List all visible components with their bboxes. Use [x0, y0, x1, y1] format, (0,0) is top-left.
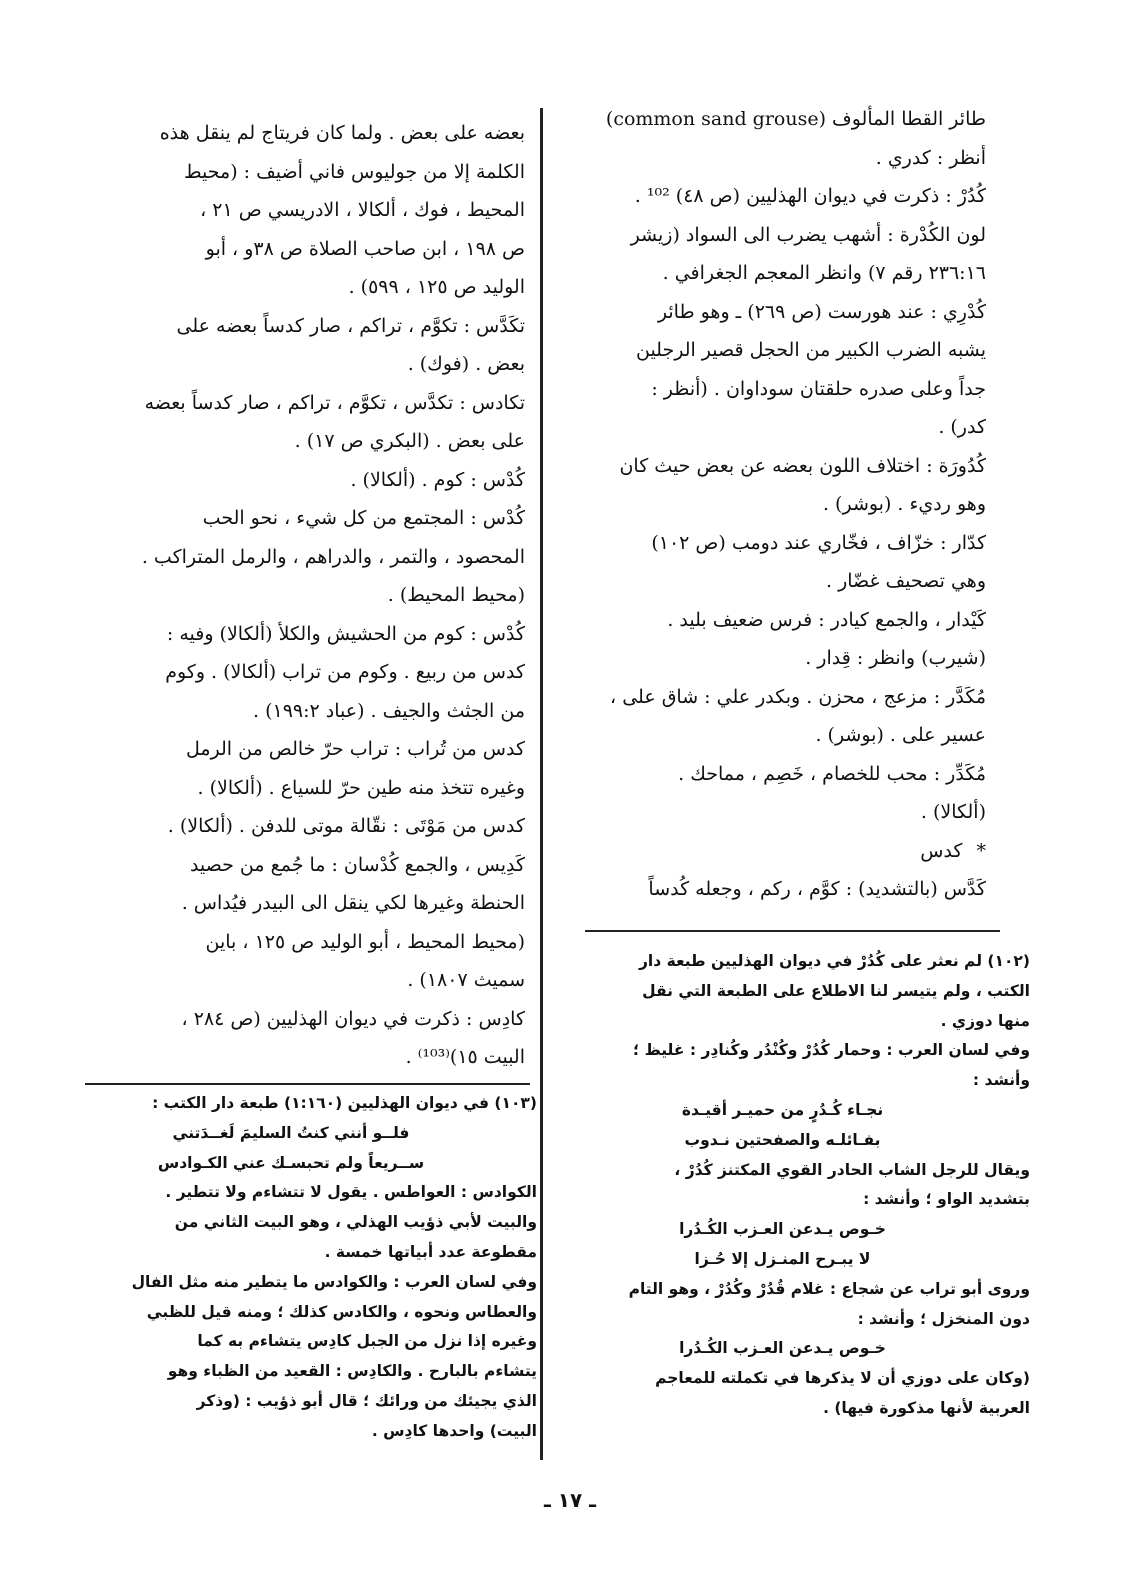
text-line: ص ١٩٨ ، ابن صاحب الصلاة ص ٣٨و ، أبو — [205, 237, 525, 260]
footnote-line: الكوادس : العواطس . يقول لا تتشاءم ولا تتطير . — [165, 1183, 537, 1202]
text-line: المحصود ، والتمر ، والدراهم ، والرمل المتراكب . — [141, 545, 525, 568]
text-line: جداً وعلى صدره حلقتان سوداوان . (أنظر : — [651, 377, 986, 400]
text-line: تكادس : تكدَّس ، تكوَّم ، تراكم ، صار كدساً بعضه — [144, 391, 525, 414]
footnote-line: والبيت لأبي ذؤيب الهذلي ، وهو البيت الثاني من — [174, 1213, 537, 1232]
text-line: كدر) . — [938, 416, 986, 438]
text-line: الوليد ص ١٢٥ ، ٥٩٩) . — [348, 276, 525, 298]
footnote-line: بتشديد الواو ؛ وأنشد : — [863, 1190, 1030, 1209]
footnote-line: والعطاس ونحوه ، والكادس كذلك ؛ ومنه قيل للظبي — [146, 1302, 537, 1321]
text-line: كادِس : ذكرت في ديوان الهذليين (ص ٢٨٤ ، — [181, 1007, 525, 1030]
text-line: عسير على . (بوشر) . — [815, 724, 986, 746]
text-line: الحنطة وغيرها لكي ينقل الى البيدر فيُداس . — [181, 892, 525, 914]
right-text-column — [578, 100, 986, 909]
footnote-line: منها دوزي . — [940, 1011, 1030, 1030]
footnote-line: وفي لسان العرب : وحمار كُدُرْ وكُنْدُر وكُنادِر : غليظ ؛ — [633, 1041, 1030, 1060]
text-line: (شيرب) وانظر : قِدار . — [805, 647, 986, 669]
footnote-rule-right — [585, 930, 1000, 932]
footnote-line: الكتب ، ولم يتيسر لنا الاطلاع على الطبعة التي نقل — [642, 981, 1030, 1000]
text-line: كدس من ربيع . وكوم من تراب (ألكالا) . وكوم — [165, 661, 525, 683]
text-line: كُدْرِي : عند هورست (ص ٢٦٩) ـ وهو طائر — [657, 300, 986, 323]
text-line: بعضه على بعض . ولما كان فريتاج لم ينقل هذه — [159, 122, 525, 144]
verse-line: بفـائلـه والصفحتين نـدوب — [684, 1130, 881, 1149]
footnote-line: (١٠٣) في ديوان الهذليين (١:١٦٠) طبعة دار الكتب : — [152, 1094, 537, 1112]
text-line: سميث ١٨٠٧) . — [407, 969, 525, 991]
text-line: البيت ١٥)⁽¹⁰³⁾ . — [405, 1046, 525, 1068]
text-line: كُدْس : المجتمع من كل شيء ، نحو الحب — [202, 507, 525, 529]
footnote-line: ويقال للرجل الشاب الحادر القوي المكتنز كُدُرْ ، — [674, 1160, 1030, 1179]
text-line: كُدْس : كوم . (ألكالا) . — [350, 468, 525, 491]
footnote-line: وفي لسان العرب : والكوادس ما يتطير منه مثل الفال — [131, 1272, 537, 1291]
footnote-line: وروى أبو تراب عن شجاع : غلام قُدُرْ وكُدُرْ ، وهو التام — [628, 1279, 1030, 1298]
footnote-line: (وكان على دوزي أن لا يذكرها في تكملته للمعاجم — [655, 1369, 1030, 1388]
text-line: كُدْس : كوم من الحشيش والكلأ (ألكالا) وفيه : — [166, 622, 525, 645]
left-text-column — [85, 114, 525, 1077]
text-line: كَدِيس ، والجمع كُدْسان : ما جُمع من حصيد — [189, 853, 525, 876]
text-line: كدس من تُراب : تراب حرّ خالص من الرمل — [185, 738, 525, 760]
section-heading-text: كدس — [920, 839, 963, 862]
text-line: وغيره تتخذ منه طين حرّ للسياع . (ألكالا) . — [197, 776, 525, 799]
verse-line: خـوص يـدعن العـزب الكُـدُرا — [679, 1339, 886, 1358]
text-line: مُكَدَّر : مزعج ، محزن . وبكدر علي : شاق على ، — [610, 685, 986, 708]
text-line: كَدَّس (بالتشديد) : كوَّم ، ركم ، وجعله كُدساً — [648, 878, 986, 900]
text-line: ٢٣٦:١٦ رقم ٧) وانظر المعجم الجغرافي . — [662, 262, 986, 284]
text-line: أنظر : كدري . — [875, 146, 986, 169]
text-line: لون الكُدْرة : أشهب يضرب الى السواد (زيشر — [630, 223, 986, 246]
page-number: ـ ١٧ ـ — [543, 1488, 597, 1512]
text-line: يشبه الضرب الكبير من الحجل قصير الرجلين — [635, 339, 986, 361]
text-line: (محيط المحيط ، أبو الوليد ص ١٢٥ ، باين — [205, 930, 525, 953]
text-line: (محيط المحيط) . — [387, 584, 525, 606]
footnote-line: مقطوعة عدد أبياتها خمسة . — [324, 1242, 537, 1261]
text-line: كدس من مَوْتَى : نقّالة موتى للدفن . (ألكالا) . — [167, 815, 525, 837]
text-line: الكلمة إلا من جوليوس فاني أضيف : (محيط — [184, 160, 525, 183]
text-line: وهو رديء . (بوشر) . — [822, 493, 986, 515]
text-line: من الجثث والجيف . (عباد ١٩٩:٢) . — [253, 699, 525, 722]
text-line: كَيْدار ، والجمع كيادر : فرس ضعيف بليد . — [667, 608, 986, 631]
section-heading — [578, 832, 986, 871]
text-line: (ألكالا) . — [920, 801, 986, 823]
text-line: كُدُرْ : ذكرت في ديوان الهذليين (ص ٤٨) ¹⁰² . — [634, 185, 986, 207]
text-line: بعض . (فوك) . — [407, 353, 525, 375]
text-line: على بعض . (البكري ص ١٧) . — [294, 430, 525, 452]
footnote-102 — [575, 947, 1030, 1424]
text-line: كُدُورَة : اختلاف اللون بعضه عن بعض حيث كان — [619, 454, 986, 477]
footnote-line: البيت) واحدها كادِس . — [371, 1421, 537, 1440]
text-line: طائر القطا المألوف (common sand grouse) — [605, 108, 986, 130]
verse-line: فلــو أنني كنتُ السليمَ لَغــدَتني — [172, 1123, 410, 1142]
footnote-line: وغيره إذا نزل من الجبل كادِس يتشاءم به كما — [197, 1332, 537, 1351]
verse-line: ســريعاً ولم تحبسـك عني الكـوادس — [157, 1153, 425, 1172]
text-line: وهي تصحيف غضّار . — [826, 570, 986, 592]
text-line: مُكَدِّر : محب للخصام ، خَصِم ، مماحك . — [678, 762, 986, 785]
verse-line: خـوص يـدعن العـزب الكُـدُرا — [679, 1220, 886, 1239]
footnote-line: يتشاءم بالبارح . والكادِس : القعيد من الظباء وهو — [167, 1362, 537, 1381]
text-line: تكَدَّس : تكوَّم ، تراكم ، صار كدساً بعضه على — [176, 314, 525, 337]
footnote-line: الذي يجيئك من ورائك ؛ قال أبو ذؤيب : (وذكر — [196, 1391, 537, 1410]
asterisk-marker: * — [976, 839, 986, 862]
footnote-line: العربية لأنها مذكورة فيها) . — [823, 1398, 1030, 1417]
footnote-line: وأنشد : — [972, 1071, 1030, 1090]
footnote-103 — [85, 1089, 537, 1447]
column-divider — [540, 108, 543, 1460]
footnote-line: (١٠٢) لم نعثر على كُدُرْ في ديوان الهذليين طبعة دار — [638, 952, 1030, 970]
verse-line: لا يبـرح المنـزل إلا حُـزا — [694, 1249, 871, 1268]
text-line: المحيط ، فوك ، ألكالا ، الادريسي ص ٢١ ، — [200, 199, 525, 221]
footnote-line: دون المنخزل ؛ وأنشد : — [857, 1309, 1030, 1328]
text-line: كدّار : خزّاف ، فخّاري عند دومب (ص ١٠٢) — [651, 531, 986, 554]
footnote-rule-left — [85, 1083, 530, 1085]
verse-line: نجـاء كُـدُرٍ من حميـر أقيـدة — [681, 1100, 884, 1119]
